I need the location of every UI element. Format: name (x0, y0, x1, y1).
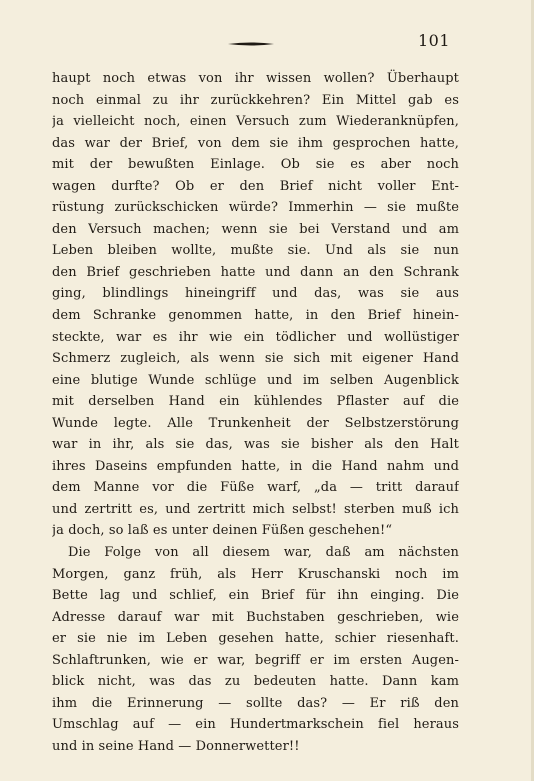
text-line: mit der bewußten Einlage. Ob sie es aber noch (52, 157, 459, 173)
text-line: und zertritt es, und zertritt mich selbst! sterben muß ich (52, 501, 459, 517)
text-line: Morgen, ganz früh, als Herr Kruschanski noch im (52, 566, 459, 582)
text-line: ja vielleicht noch, einen Versuch zum Wiederanknüpfen, (52, 114, 459, 130)
text-line: Bette lag und schlief, ein Brief für ihn einging. Die (52, 588, 459, 604)
text-line: dem Schranke genommen hatte, in den Brief hinein- (52, 308, 459, 324)
body-text (52, 68, 459, 758)
text-line: und in seine Hand — Donnerwetter!! (52, 738, 300, 754)
text-line: Adresse darauf war mit Buchstaben geschrieben, wie (52, 609, 459, 625)
text-line: den Versuch machen; wenn sie bei Verstand und am (52, 221, 459, 237)
text-line: war in ihr, als sie das, was sie bisher als den Halt (52, 437, 459, 453)
text-line: ihm die Erinnerung — sollte das? — Er riß den (52, 695, 459, 711)
page-number: 101 (418, 31, 451, 50)
text-line: Umschlag auf — ein Hundertmarkschein fiel heraus (52, 717, 459, 733)
text-line: dem Manne vor die Füße warf, „da — tritt darauf (52, 480, 459, 496)
text-line: blick nicht, was das zu bedeuten hatte. Dann kam (52, 674, 459, 690)
text-line: Schlaftrunken, wie er war, begriff er im ersten Augen- (52, 652, 459, 668)
text-line: mit derselben Hand ein kühlendes Pflaster auf die (52, 394, 459, 410)
text-line: Wunde legte. Alle Trunkenheit der Selbstzerstörung (52, 415, 459, 431)
text-line: Leben bleiben wollte, mußte sie. Und als sie nun (52, 243, 459, 259)
page-header (0, 26, 534, 56)
text-line: ging, blindlings hineingriff und das, was sie aus (52, 286, 459, 302)
text-line: den Brief geschrieben hatte und dann an den Schrank (52, 264, 459, 280)
text-line: eine blutige Wunde schlüge und im selben Augenblick (52, 372, 459, 388)
text-line: ja doch, so laß es unter deinen Füßen geschehen!“ (52, 523, 393, 539)
text-line: das war der Brief, von dem sie ihm gesprochen hatte, (52, 135, 459, 151)
text-line: wagen durfte? Ob er den Brief nicht voller Ent- (52, 178, 459, 194)
text-line: haupt noch etwas von ihr wissen wollen? Überhaupt (52, 71, 459, 86)
text-line: Schmerz zugleich, als wenn sie sich mit eigener Hand (52, 351, 459, 367)
dash-ornament-icon (228, 41, 274, 47)
text-line: ihres Daseins empfunden hatte, in die Hand nahm und (52, 458, 459, 474)
text-line: rüstung zurückschicken würde? Immerhin — sie mußte (52, 200, 459, 216)
text-line: steckte, war es ihr wie ein tödlicher und wollüstiger (52, 329, 459, 345)
text-line: Die Folge von all diesem war, daß am nächsten (68, 545, 459, 561)
text-line: noch einmal zu ihr zurückkehren? Ein Mittel gab es (52, 92, 459, 108)
text-line: er sie nie im Leben gesehen hatte, schier riesenhaft. (52, 631, 459, 647)
